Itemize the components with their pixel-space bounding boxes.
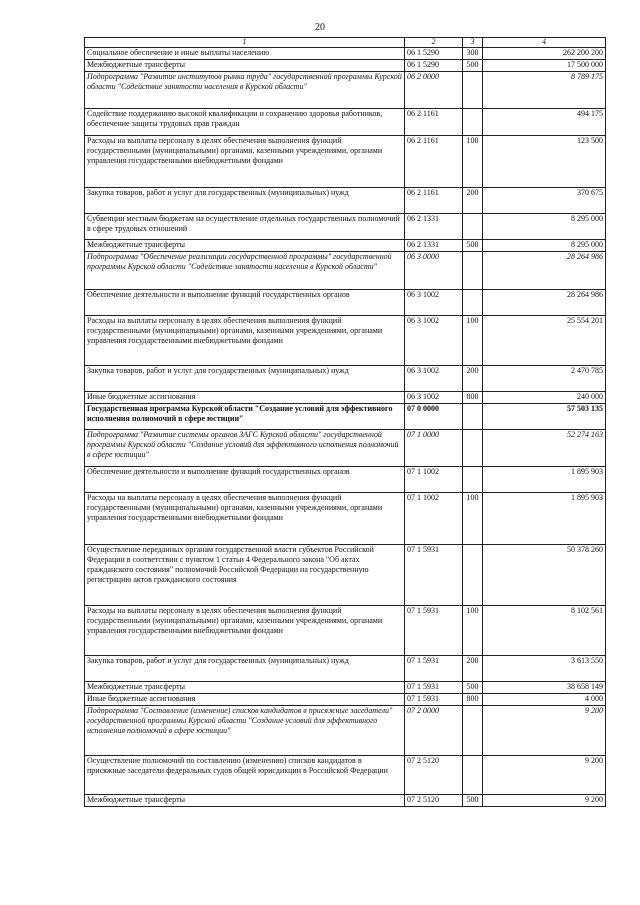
table-row [85,467,606,493]
row-name: Подпрограмма "Развитие системы органов ЗАГС Курской области" государственной программы Курской области "Создание условий для эффективного исполнения полномочий в сфере юстиции" [85,430,405,467]
row-expense-type: 800 [463,392,483,404]
row-code: 07 2 0000 [405,706,463,756]
row-expense-type [463,467,483,493]
row-sum: 8 789 175 [483,72,606,109]
row-sum: 494 175 [483,109,606,136]
row-sum: 28 264 986 [483,252,606,290]
row-code: 06 2 1331 [405,214,463,240]
row-code: 06 2 1331 [405,240,463,252]
row-sum: 9 200 [483,706,606,756]
row-code: 07 2 5120 [405,756,463,795]
row-name: Подпрограмма "Развитие институтов рынка труда" государственной программы Курской области "Содействие занятости населения в Курской области" [85,72,405,109]
row-expense-type: 300 [463,48,483,60]
row-expense-type: 100 [463,493,483,545]
row-expense-type: 500 [463,682,483,694]
row-code: 06 3 1002 [405,392,463,404]
row-expense-type: 100 [463,606,483,656]
row-sum: 262 200 200 [483,48,606,60]
row-name: Подпрограмма "Составление (изменение) списков кандидатов в присяжные заседатели" государственной программы Курской области "Создание условий для эффективного исполнения полномочий в сфере юстиции" [85,706,405,756]
header-col-3: 3 [463,38,483,48]
row-expense-type: 100 [463,136,483,188]
table-row [85,366,606,392]
row-expense-type [463,214,483,240]
row-expense-type [463,72,483,109]
table-row [85,214,606,240]
header-col-4: 4 [483,38,606,48]
row-sum: 38 658 149 [483,682,606,694]
row-code: 06 2 0000 [405,72,463,109]
row-expense-type [463,430,483,467]
table-row [85,136,606,188]
row-code: 07 1 1002 [405,493,463,545]
row-expense-type: 500 [463,60,483,72]
row-code: 06 3 1002 [405,316,463,366]
table-row [85,290,606,316]
row-sum: 52 274 163 [483,430,606,467]
row-code: 06 2 1161 [405,136,463,188]
row-sum: 25 554 201 [483,316,606,366]
row-expense-type [463,109,483,136]
table-row [85,706,606,756]
row-code: 07 1 5931 [405,682,463,694]
table-row [85,756,606,795]
row-sum: 1 895 903 [483,467,606,493]
row-sum: 123 500 [483,136,606,188]
row-name: Подпрограмма "Обеспечение реализации государственной программы" государственной программы Курской области "Содействие занятости населения в Курской области" [85,252,405,290]
row-name: Расходы на выплаты персоналу в целях обеспечения выполнения функций государственными (муниципальными) органами, казенными учреждениями, органами управления государственными внебюджетными фондами [85,493,405,545]
row-code: 06 3 1002 [405,366,463,392]
table-row [85,694,606,706]
row-name: Иные бюджетные ассигнования [85,694,405,706]
row-sum: 240 000 [483,392,606,404]
table-header-row [85,38,606,48]
row-expense-type: 800 [463,694,483,706]
header-col-2: 2 [405,38,463,48]
table-row [85,252,606,290]
header-col-1: 1 [85,38,405,48]
row-code: 06 2 1161 [405,109,463,136]
row-name: Государственная программа Курской области "Создание условий для эффективного исполнения полномочий в сфере юстиции" [85,404,405,430]
row-expense-type [463,252,483,290]
row-expense-type [463,290,483,316]
row-expense-type [463,545,483,606]
row-code: 06 1 5290 [405,48,463,60]
row-name: Межбюджетные трансферты [85,795,405,807]
row-sum: 370 675 [483,188,606,214]
row-name: Обеспечение деятельности и выполнение функций государственных органов [85,290,405,316]
row-code: 07 1 5931 [405,656,463,682]
row-name: Обеспечение деятельности и выполнение функций государственных органов [85,467,405,493]
row-code: 07 1 1002 [405,467,463,493]
row-name: Содействие поддержанию высокой квалификации и сохранению здоровья работников, обеспечение защиты трудовых прав граждан [85,109,405,136]
row-code: 07 1 5931 [405,694,463,706]
row-expense-type [463,404,483,430]
row-name: Социальное обеспечение и иные выплаты населению [85,48,405,60]
table-row [85,188,606,214]
row-sum: 1 895 903 [483,493,606,545]
row-expense-type: 200 [463,656,483,682]
row-name: Осуществление переданных органам государственной власти субъектов Российской Федерации в соответствии с пунктом 1 статьи 4 Федерального закона "Об актах гражданского состояния" полномочий Российской Федерации на государственную регистрацию актов гражданского состояния [85,545,405,606]
row-sum: 17 500 000 [483,60,606,72]
table-row [85,72,606,109]
row-expense-type: 200 [463,188,483,214]
row-sum: 28 264 986 [483,290,606,316]
row-expense-type [463,756,483,795]
row-name: Расходы на выплаты персоналу в целях обеспечения выполнения функций государственными (муниципальными) органами, казенными учреждениями, органами управления государственными внебюджетными фондами [85,606,405,656]
table-row [85,795,606,807]
table-row [85,545,606,606]
row-code: 07 2 5120 [405,795,463,807]
row-name: Закупка товаров, работ и услуг для государственных (муниципальных) нужд [85,656,405,682]
budget-table [84,37,606,807]
row-code: 07 0 0000 [405,404,463,430]
row-name: Закупка товаров, работ и услуг для государственных (муниципальных) нужд [85,366,405,392]
row-code: 06 1 5290 [405,60,463,72]
row-name: Межбюджетные трансферты [85,682,405,694]
page-number: 20 [315,22,325,33]
row-code: 06 2 1161 [405,188,463,214]
row-sum: 2 470 785 [483,366,606,392]
row-sum: 57 503 135 [483,404,606,430]
row-code: 07 1 0000 [405,430,463,467]
table-row [85,493,606,545]
table-row [85,606,606,656]
row-code: 06 3 1002 [405,290,463,316]
row-name: Субвенции местным бюджетам на осуществление отдельных государственных полномочий в сфере трудовых отношений [85,214,405,240]
row-name: Межбюджетные трансферты [85,60,405,72]
row-expense-type [463,706,483,756]
row-sum: 8 295 000 [483,240,606,252]
table-row [85,404,606,430]
row-name: Закупка товаров, работ и услуг для государственных (муниципальных) нужд [85,188,405,214]
table-row [85,240,606,252]
row-expense-type: 500 [463,795,483,807]
row-name: Межбюджетные трансферты [85,240,405,252]
table-body [85,48,606,807]
row-sum: 4 000 [483,694,606,706]
row-sum: 8 295 000 [483,214,606,240]
row-expense-type: 100 [463,316,483,366]
row-sum: 50 378 260 [483,545,606,606]
row-expense-type: 500 [463,240,483,252]
row-sum: 8 102 561 [483,606,606,656]
table-row [85,109,606,136]
row-name: Расходы на выплаты персоналу в целях обеспечения выполнения функций государственными (муниципальными) органами, казенными учреждениями, органами управления государственными внебюджетными фондами [85,316,405,366]
row-sum: 3 613 550 [483,656,606,682]
table-row [85,60,606,72]
table-row [85,392,606,404]
row-sum: 9 200 [483,795,606,807]
row-code: 06 3 0000 [405,252,463,290]
row-name: Расходы на выплаты персоналу в целях обеспечения выполнения функций государственными (муниципальными) органами, казенными учреждениями, органами управления государственными внебюджетными фондами [85,136,405,188]
table-row [85,48,606,60]
row-code: 07 1 5931 [405,606,463,656]
row-expense-type: 200 [463,366,483,392]
table-row [85,430,606,467]
table-row [85,316,606,366]
row-name: Осуществление полномочий по составлению (изменению) списков кандидатов в присяжные заседатели федеральных судов общей юрисдикции в Российской Федерации [85,756,405,795]
table-row [85,682,606,694]
row-name: Иные бюджетные ассигнования [85,392,405,404]
table-row [85,656,606,682]
row-sum: 9 200 [483,756,606,795]
row-code: 07 1 5931 [405,545,463,606]
